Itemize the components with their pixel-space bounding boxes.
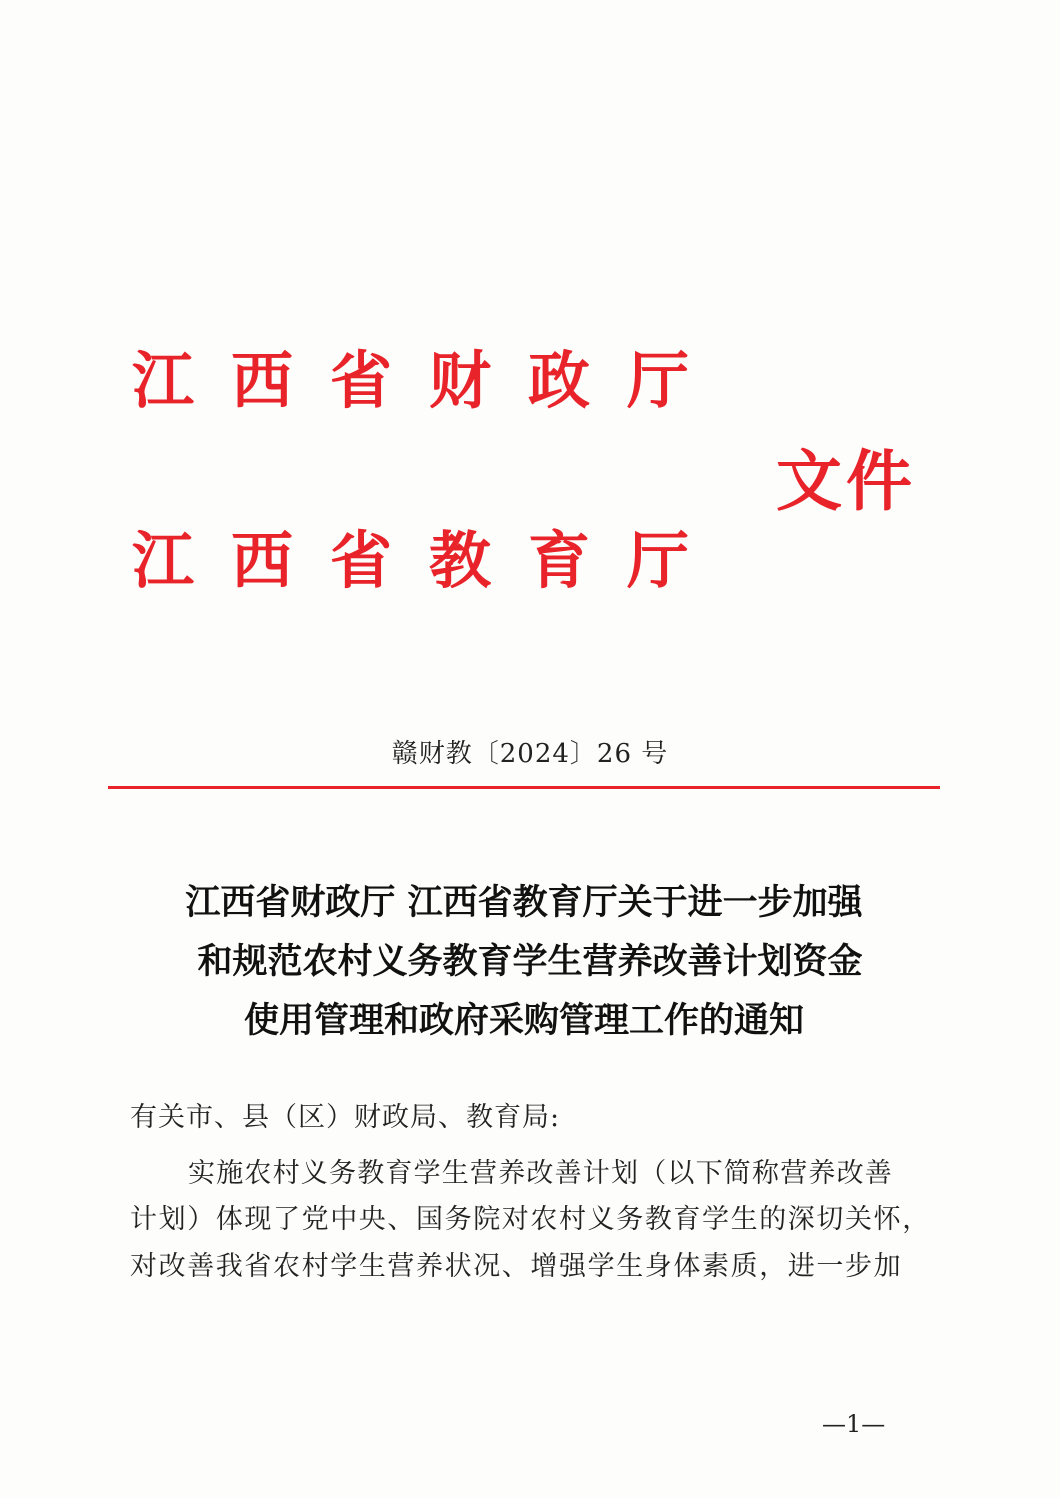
- document-label: 文件: [776, 442, 916, 520]
- title-line-3: 使用管理和政府采购管理工作的通知: [243, 1000, 804, 1041]
- red-divider-rule: [108, 786, 940, 789]
- paragraph-line: 实施农村义务教育学生营养改善计划（以下简称营养改善: [188, 1158, 893, 1189]
- title-line-2: 和规范农村义务教育学生营养改善计划资金: [197, 941, 863, 982]
- salutation: 有关市、县（区）财政局、教育局:: [130, 1102, 561, 1133]
- page-number: —1—: [822, 1410, 886, 1438]
- issuing-org-finance: 江西省财政厅: [132, 344, 727, 417]
- paragraph-line: 计划）体现了党中央、国务院对农村义务教育学生的深切关怀，: [130, 1204, 931, 1235]
- paragraph-line: 对改善我省农村学生营养状况、增强学生身体素质，进一步加: [130, 1251, 903, 1282]
- title-line-1: 江西省财政厅 江西省教育厅关于进一步加强: [185, 882, 863, 923]
- document-number: 赣财教〔2024〕26 号: [391, 739, 669, 769]
- issuing-org-education: 江西省教育厅: [132, 524, 727, 597]
